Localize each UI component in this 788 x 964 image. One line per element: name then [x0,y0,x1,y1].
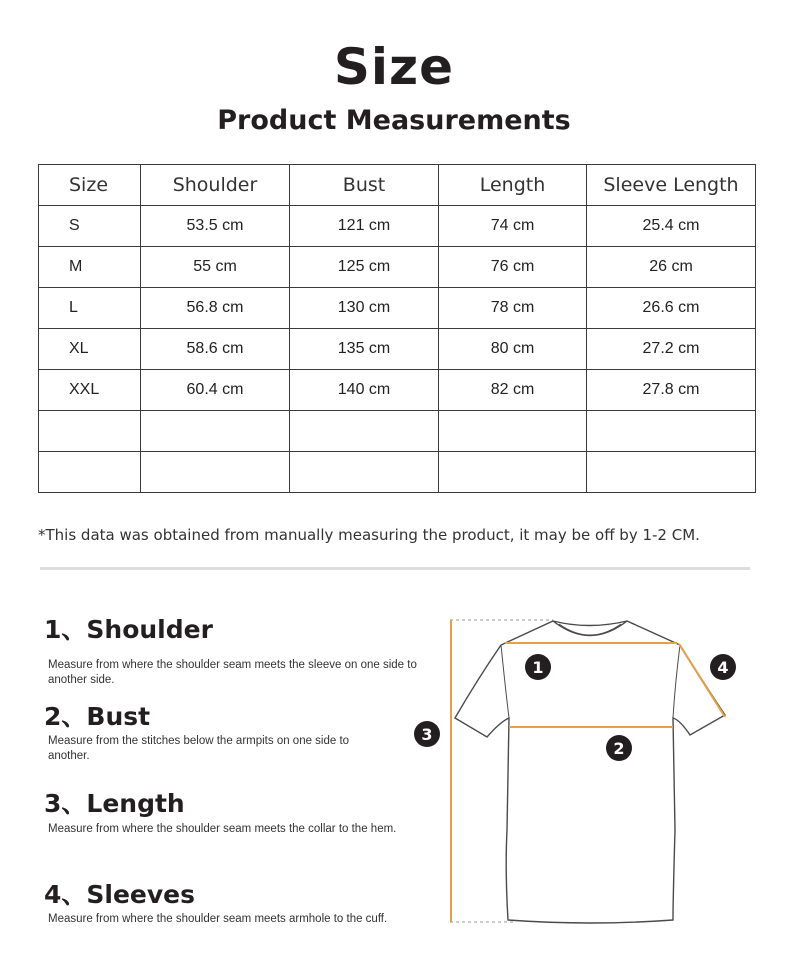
table-row [39,247,756,288]
table-row [39,288,756,329]
divider [40,567,750,570]
svg-text:1: 1 [532,658,544,677]
size-table [38,164,756,493]
column-header-shoulder: Shoulder [141,165,290,206]
column-header-size: Size [39,165,141,206]
table-cell [141,452,290,493]
table-cell [439,452,587,493]
section-heading-sleeves: 4、Sleeves [44,880,196,909]
table-row [39,206,756,247]
marker-length [414,721,440,747]
marker-bust [606,735,632,761]
table-cell: 60.4 cm [141,370,290,411]
table-cell: 26.6 cm [587,288,756,329]
section-text-length: Measure from where the shoulder seam meets the collar to the hem. [48,823,397,835]
table-cell [290,411,439,452]
column-header-bust: Bust [290,165,439,206]
table-row [39,452,756,493]
table-cell: 76 cm [439,247,587,288]
tshirt-diagram [405,600,775,944]
table-cell [290,452,439,493]
table-cell: S [39,206,141,247]
table-cell: 27.8 cm [587,370,756,411]
table-cell [39,411,141,452]
table-cell [587,452,756,493]
table-row [39,370,756,411]
column-header-sleeve-length: Sleeve Length [587,165,756,206]
section-heading-bust: 2、Bust [44,702,151,731]
page-subtitle: Product Measurements [217,105,571,136]
table-cell: 56.8 cm [141,288,290,329]
table-cell: M [39,247,141,288]
table-cell [587,411,756,452]
svg-text:4: 4 [717,658,729,677]
table-cell: 121 cm [290,206,439,247]
svg-text:2: 2 [613,739,625,758]
table-cell: 78 cm [439,288,587,329]
marker-sleeves [710,654,736,680]
section-text-shoulder: Measure from where the shoulder seam meets the sleeve on one side to another side. [48,659,417,686]
table-cell: 135 cm [290,329,439,370]
table-cell: 25.4 cm [587,206,756,247]
table-cell [39,452,141,493]
table-cell: 125 cm [290,247,439,288]
table-cell: XXL [39,370,141,411]
table-row [39,411,756,452]
table-cell: XL [39,329,141,370]
table-cell [141,411,290,452]
table-cell: 58.6 cm [141,329,290,370]
table-cell: 140 cm [290,370,439,411]
column-header-length: Length [439,165,587,206]
section-text-sleeves: Measure from where the shoulder seam meets armhole to the cuff. [48,913,388,925]
svg-text:3: 3 [421,725,433,744]
tshirt-outline [455,621,725,923]
table-cell: 53.5 cm [141,206,290,247]
section-heading-length: 3、Length [44,789,185,818]
section-text-bust: Measure from the stitches below the armpits on one side to another. [48,735,350,762]
table-cell: 130 cm [290,288,439,329]
table-header-row [39,165,756,206]
table-cell: 80 cm [439,329,587,370]
tshirt-illustration [405,600,775,940]
section-heading-shoulder: 1、Shoulder [44,615,213,644]
table-cell: 55 cm [141,247,290,288]
table-cell: 27.2 cm [587,329,756,370]
table-cell: 74 cm [439,206,587,247]
table-cell [439,411,587,452]
marker-shoulder [525,654,551,680]
table-cell: 26 cm [587,247,756,288]
measurement-note: *This data was obtained from manually measuring the product, it may be off by 1-2 CM. [38,526,700,544]
table-cell: 82 cm [439,370,587,411]
table-row [39,329,756,370]
page-title: Size [333,38,455,96]
table-cell: L [39,288,141,329]
